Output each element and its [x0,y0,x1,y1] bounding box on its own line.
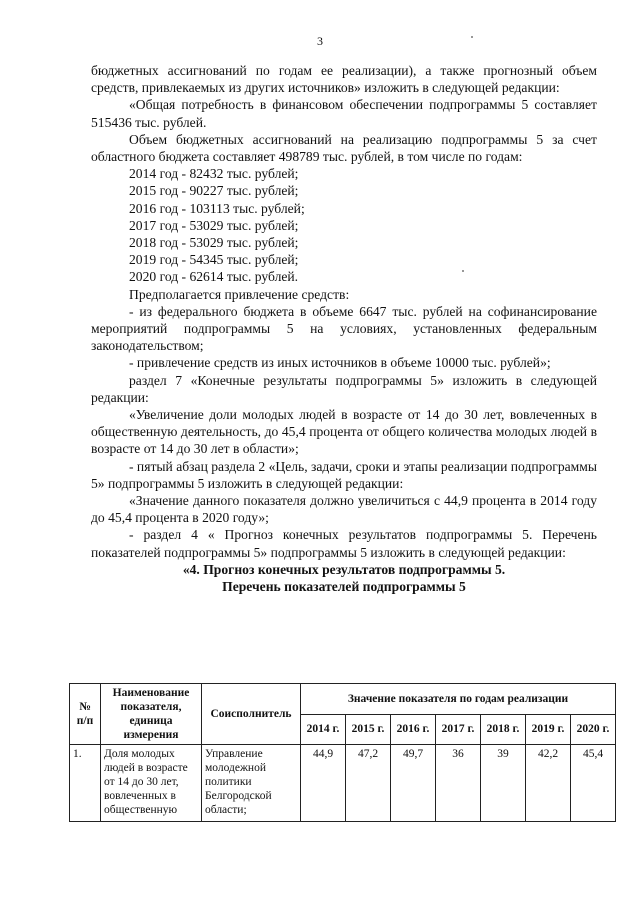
header-year: 2015 г. [346,714,391,745]
paragraph: Предполагается привлечение средств: [129,286,350,302]
year-line: 2020 год - 62614 тыс. рублей. [129,269,299,285]
paragraph: раздел 7 «Конечные результаты подпрограммы 5» изложить в следующей редакции: [91,372,597,405]
paragraph: «Общая потребность в финансовом обеспечении подпрограммы 5 составляет 515436 тыс. рублей. [91,97,597,130]
header-year: 2014 г. [301,714,346,745]
scan-speck [462,270,464,272]
paragraph: - из федерального бюджета в объеме 6647 тыс. рублей на софинансирование мероприятий подпрограммы 5 на условиях, установленных федеральным законодательством; [91,303,597,354]
paragraph: «Значение данного показателя должно увеличиться с 44,9 процента в 2014 году до 45,4 процента в 2020 году»; [91,493,597,526]
cell-value: 47,2 [346,745,391,822]
paragraph: Объем бюджетных ассигнований на реализацию подпрограммы 5 за счет областного бюджета составляет 498789 тыс. рублей, в том числе по годам: [91,131,597,165]
cell-name: Доля молодых людей в возрасте от 14 до 30 лет, вовлеченных в общественную [101,745,202,822]
cell-value: 39 [481,745,526,822]
year-line: 2017 год - 53029 тыс. рублей; [129,217,299,233]
header-year: 2018 г. [481,714,526,745]
body-text [91,62,597,595]
table-header-row [70,684,616,715]
cell-value: 44,9 [301,745,346,822]
cell-value: 45,4 [571,745,616,822]
cell-coexecutor: Управление молодежной политики Белгородской области; [202,745,301,822]
year-line: 2014 год - 82432 тыс. рублей; [129,166,299,182]
header-name: Наименование показателя, единица измерения [101,684,202,745]
year-line: 2019 год - 54345 тыс. рублей; [129,252,299,268]
indicators-table [69,683,616,822]
paragraph: - раздел 4 « Прогноз конечных результатов подпрограммы 5. Перечень показателей подпрограммы 5» подпрограммы 5 изложить в следующей редакции: [91,527,597,560]
paragraph: бюджетных ассигнований по годам ее реализации), а также прогнозный объем средств, привлекаемых из других источников» изложить в следующей редакции: [91,63,597,96]
paragraph: «Увеличение доли молодых людей в возрасте от 14 до 30 лет, вовлеченных в общественную деятельность, до 45,4 процента от общего количества молодых людей в возрасте от 14 до 30 лет в области»; [91,407,597,457]
cell-value: 42,2 [526,745,571,822]
header-coexecutor: Соисполнитель [202,684,301,745]
header-year: 2020 г. [571,714,616,745]
cell-value: 36 [436,745,481,822]
cell-value: 49,7 [391,745,436,822]
header-year: 2017 г. [436,714,481,745]
header-num: № п/п [70,684,101,745]
section-heading: «4. Прогноз конечных результатов подпрограммы 5. [182,561,506,577]
paragraph: - привлечение средств из иных источников в объеме 10000 тыс. рублей»; [129,355,551,371]
year-line: 2018 год - 53029 тыс. рублей; [129,235,299,251]
page-number: 3 [317,34,323,48]
header-year: 2019 г. [526,714,571,745]
table-row [70,745,616,822]
scan-speck [471,36,473,38]
section-heading: Перечень показателей подпрограммы 5 [222,579,466,595]
year-line: 2015 год - 90227 тыс. рублей; [129,183,299,199]
cell-num: 1. [70,745,101,822]
year-line: 2016 год - 103113 тыс. рублей; [129,200,305,216]
header-year: 2016 г. [391,714,436,745]
header-values-group: Значение показателя по годам реализации [301,684,616,715]
paragraph: - пятый абзац раздела 2 «Цель, задачи, сроки и этапы реализации подпрограммы 5» подпрограммы 5 изложить в следующей редакции: [91,458,597,491]
